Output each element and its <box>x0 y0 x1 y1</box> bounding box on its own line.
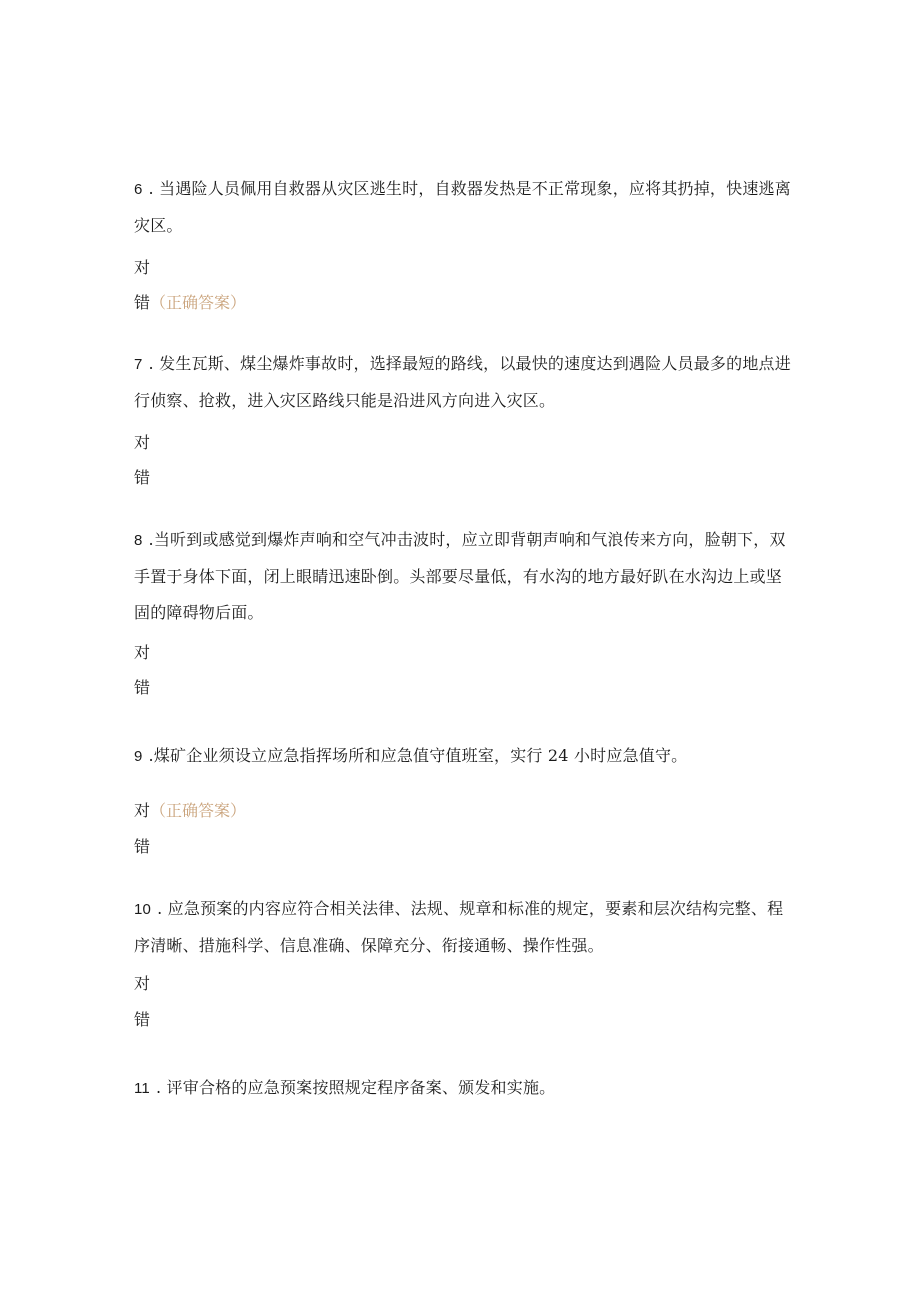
question-10 <box>134 891 794 964</box>
option-false[interactable] <box>134 676 150 700</box>
option-true[interactable] <box>134 431 150 455</box>
option-false[interactable] <box>134 291 246 315</box>
option-label: 错 <box>134 293 151 312</box>
option-label: 对 <box>134 643 151 662</box>
option-label: 对 <box>134 433 151 452</box>
question-8 <box>134 522 794 631</box>
question-number: 10 <box>134 901 152 918</box>
option-true[interactable] <box>134 799 246 823</box>
option-true[interactable] <box>134 256 150 280</box>
option-false[interactable] <box>134 835 150 859</box>
correct-answer-mark: （正确答案） <box>150 801 247 820</box>
question-11 <box>134 1070 794 1107</box>
option-true[interactable] <box>134 972 150 996</box>
option-label: 错 <box>134 1010 151 1029</box>
question-text: . 应急预案的内容应符合相关法律、法规、规章和标准的规定，要素和层次结构完整、程序清晰、措施科学、信息准确、保障充分、衔接通畅、操作性强。 <box>134 899 784 955</box>
question-number: 9 <box>134 748 143 765</box>
option-label: 对 <box>134 258 151 277</box>
question-number: 7 <box>134 356 143 373</box>
question-text: .当听到或感觉到爆炸声响和空气冲击波时，应立即背朝声响和气浪传来方向，脸朝下，双手置于身体下面，闭上眼睛迅速卧倒。头部要尽量低，有水沟的地方最好趴在水沟边上或坚固的障碍物后面。 <box>134 530 786 622</box>
option-false[interactable] <box>134 1008 150 1032</box>
option-label: 错 <box>134 468 151 487</box>
question-9 <box>134 738 794 775</box>
option-false[interactable] <box>134 466 150 490</box>
option-label: 错 <box>134 837 151 856</box>
question-7 <box>134 346 794 419</box>
option-label: 对 <box>134 974 151 993</box>
correct-answer-mark: （正确答案） <box>150 293 247 312</box>
option-label: 对 <box>134 801 151 820</box>
question-text: . 当遇险人员佩用自救器从灾区逃生时，自救器发热是不正常现象，应将其扔掉，快速逃离灾区。 <box>134 179 791 235</box>
question-text: . 评审合格的应急预案按照规定程序备案、颁发和实施。 <box>155 1078 556 1097</box>
option-label: 错 <box>134 678 151 697</box>
question-number: 8 <box>134 532 143 549</box>
question-number: 11 <box>134 1080 150 1097</box>
question-number: 6 <box>134 181 143 198</box>
question-6 <box>134 171 794 244</box>
question-text: .煤矿企业须设立应急指挥场所和应急值守值班室，实行 24 小时应急值守。 <box>148 746 688 765</box>
option-true[interactable] <box>134 641 150 665</box>
question-text: . 发生瓦斯、煤尘爆炸事故时，选择最短的路线，以最快的速度达到遇险人员最多的地点进行侦察、抢救，进入灾区路线只能是沿进风方向进入灾区。 <box>134 354 791 410</box>
